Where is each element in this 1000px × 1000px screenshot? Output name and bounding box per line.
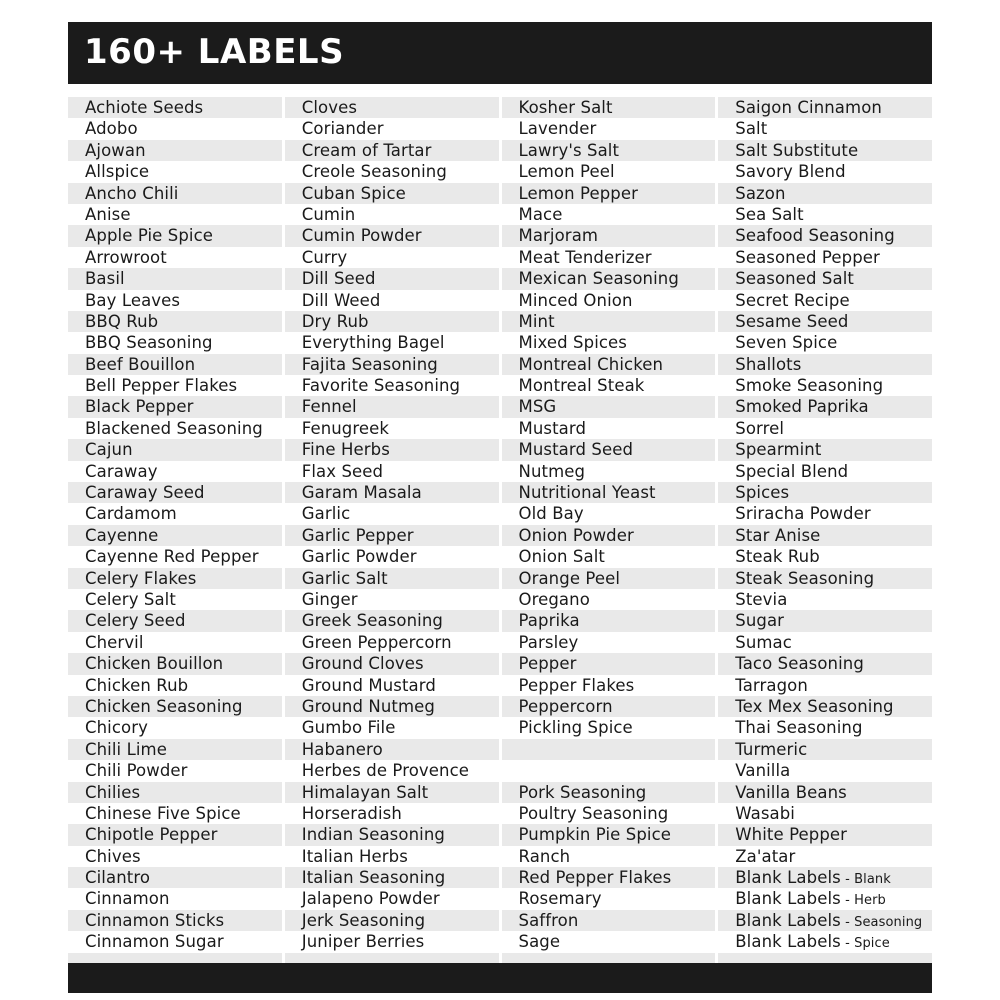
label-item: Pepper Flakes xyxy=(502,675,716,696)
label-item: Tex Mex Seasoning xyxy=(718,696,932,717)
label-item: Juniper Berries xyxy=(285,931,499,952)
label-item: Cajun xyxy=(68,439,282,460)
footer-bar xyxy=(68,963,932,993)
label-item: Celery Flakes xyxy=(68,568,282,589)
label-item: Seven Spice xyxy=(718,332,932,353)
label-item: Mint xyxy=(502,311,716,332)
label-item: Greek Seasoning xyxy=(285,610,499,631)
label-item: Cayenne Red Pepper xyxy=(68,546,282,567)
label-item: Favorite Seasoning xyxy=(285,375,499,396)
blank-label-main: Blank Labels xyxy=(735,932,841,952)
label-item: Dill Weed xyxy=(285,290,499,311)
blank-label-type: - Blank xyxy=(840,872,891,888)
label-item: Cloves xyxy=(285,97,499,118)
label-item: Fine Herbs xyxy=(285,439,499,460)
blank-label-type: - Seasoning xyxy=(840,914,923,930)
label-item: Thai Seasoning xyxy=(718,717,932,738)
label-item: Salt Substitute xyxy=(718,140,932,161)
header-bar xyxy=(68,22,932,84)
label-item: Fenugreek xyxy=(285,418,499,439)
label-item: Cuban Spice xyxy=(285,183,499,204)
label-item: Montreal Chicken xyxy=(502,354,716,375)
label-item: Black Pepper xyxy=(68,396,282,417)
label-item: Beef Bouillon xyxy=(68,354,282,375)
label-item: Za'atar xyxy=(718,846,932,867)
blank-label-type: - Spice xyxy=(840,936,890,952)
label-item: Cinnamon Sticks xyxy=(68,910,282,931)
label-item: Garlic xyxy=(285,503,499,524)
label-item: Dill Seed xyxy=(285,268,499,289)
label-item: Mace xyxy=(502,204,716,225)
label-item: Red Pepper Flakes xyxy=(502,867,716,888)
label-item: Kosher Salt xyxy=(502,97,716,118)
label-item: Sumac xyxy=(718,632,932,653)
label-item: MSG xyxy=(502,396,716,417)
label-item: Arrowroot xyxy=(68,247,282,268)
blank-label-item xyxy=(718,867,932,888)
label-item: Celery Seed xyxy=(68,610,282,631)
label-column-2 xyxy=(285,97,499,963)
column-filler xyxy=(285,953,499,963)
label-item: Basil xyxy=(68,268,282,289)
label-item: Tarragon xyxy=(718,675,932,696)
label-item: Taco Seasoning xyxy=(718,653,932,674)
label-item: Chili Powder xyxy=(68,760,282,781)
label-item: Jerk Seasoning xyxy=(285,910,499,931)
label-item: Poultry Seasoning xyxy=(502,803,716,824)
label-item: Peppercorn xyxy=(502,696,716,717)
label-item: Nutritional Yeast xyxy=(502,482,716,503)
label-item: Italian Herbs xyxy=(285,846,499,867)
label-item: Spearmint xyxy=(718,439,932,460)
blank-label-item xyxy=(718,888,932,909)
label-item: Chicken Bouillon xyxy=(68,653,282,674)
label-item: Caraway Seed xyxy=(68,482,282,503)
label-item: Dry Rub xyxy=(285,311,499,332)
label-item: Pickling Spice xyxy=(502,717,716,738)
label-item: Chicory xyxy=(68,717,282,738)
label-item: Lemon Pepper xyxy=(502,183,716,204)
label-item: Chives xyxy=(68,846,282,867)
label-item: Adobo xyxy=(68,118,282,139)
label-item: Sriracha Powder xyxy=(718,503,932,524)
label-item: Cumin Powder xyxy=(285,225,499,246)
label-item: Green Peppercorn xyxy=(285,632,499,653)
label-item: Creole Seasoning xyxy=(285,161,499,182)
label-item: Allspice xyxy=(68,161,282,182)
label-item: Montreal Steak xyxy=(502,375,716,396)
label-item: Chervil xyxy=(68,632,282,653)
label-item: Seafood Seasoning xyxy=(718,225,932,246)
label-item: Anise xyxy=(68,204,282,225)
label-item: Fajita Seasoning xyxy=(285,354,499,375)
label-item: Flax Seed xyxy=(285,461,499,482)
label-item: Cinnamon xyxy=(68,888,282,909)
label-item: Ajowan xyxy=(68,140,282,161)
label-item: Chipotle Pepper xyxy=(68,824,282,845)
label-item: Savory Blend xyxy=(718,161,932,182)
blank-label-main: Blank Labels xyxy=(735,868,841,888)
label-item: Coriander xyxy=(285,118,499,139)
label-item: Chinese Five Spice xyxy=(68,803,282,824)
label-item: BBQ Seasoning xyxy=(68,332,282,353)
label-item: Meat Tenderizer xyxy=(502,247,716,268)
label-column-4 xyxy=(718,97,932,963)
label-column-3 xyxy=(502,97,716,963)
label-item: Pumpkin Pie Spice xyxy=(502,824,716,845)
label-item: Cilantro xyxy=(68,867,282,888)
label-item: Smoke Seasoning xyxy=(718,375,932,396)
label-item: Achiote Seeds xyxy=(68,97,282,118)
label-item: Bay Leaves xyxy=(68,290,282,311)
label-item: Ground Mustard xyxy=(285,675,499,696)
label-item: Lawry's Salt xyxy=(502,140,716,161)
label-item: Horseradish xyxy=(285,803,499,824)
label-item: Chicken Rub xyxy=(68,675,282,696)
label-item: Nutmeg xyxy=(502,461,716,482)
column-filler xyxy=(718,953,932,963)
label-item: Cayenne xyxy=(68,525,282,546)
page-title: 160+ LABELS xyxy=(84,32,345,72)
label-item: Bell Pepper Flakes xyxy=(68,375,282,396)
label-item: Seasoned Salt xyxy=(718,268,932,289)
label-item: Seasoned Pepper xyxy=(718,247,932,268)
label-item: Salt xyxy=(718,118,932,139)
label-item: Secret Recipe xyxy=(718,290,932,311)
label-item: Sorrel xyxy=(718,418,932,439)
label-item: Garlic Pepper xyxy=(285,525,499,546)
label-item xyxy=(502,739,716,760)
label-item: Ranch xyxy=(502,846,716,867)
label-item: Parsley xyxy=(502,632,716,653)
label-item: Steak Rub xyxy=(718,546,932,567)
label-item: Sesame Seed xyxy=(718,311,932,332)
label-item: Mustard Seed xyxy=(502,439,716,460)
label-item xyxy=(502,760,716,781)
label-item: Chilies xyxy=(68,782,282,803)
label-item: Mustard xyxy=(502,418,716,439)
blank-label-item xyxy=(718,910,932,931)
label-item: Himalayan Salt xyxy=(285,782,499,803)
label-item: Cardamom xyxy=(68,503,282,524)
label-item: Sazon xyxy=(718,183,932,204)
label-item: Sea Salt xyxy=(718,204,932,225)
label-item: Cream of Tartar xyxy=(285,140,499,161)
label-item: Ginger xyxy=(285,589,499,610)
label-item: Ancho Chili xyxy=(68,183,282,204)
label-item: Celery Salt xyxy=(68,589,282,610)
label-column-1 xyxy=(68,97,282,963)
label-item: Ground Nutmeg xyxy=(285,696,499,717)
label-item: Saigon Cinnamon xyxy=(718,97,932,118)
label-item: Caraway xyxy=(68,461,282,482)
label-item: Lavender xyxy=(502,118,716,139)
label-item: Paprika xyxy=(502,610,716,631)
label-item: Sugar xyxy=(718,610,932,631)
column-filler xyxy=(502,953,716,963)
label-item: Star Anise xyxy=(718,525,932,546)
label-item: Mexican Seasoning xyxy=(502,268,716,289)
label-item: Old Bay xyxy=(502,503,716,524)
label-item: Stevia xyxy=(718,589,932,610)
label-item: Garam Masala xyxy=(285,482,499,503)
label-item: Onion Salt xyxy=(502,546,716,567)
label-item: Indian Seasoning xyxy=(285,824,499,845)
label-grid xyxy=(68,97,932,963)
blank-label-main: Blank Labels xyxy=(735,889,841,909)
label-item: Smoked Paprika xyxy=(718,396,932,417)
label-item: Vanilla Beans xyxy=(718,782,932,803)
label-item: Cumin xyxy=(285,204,499,225)
label-item: Sage xyxy=(502,931,716,952)
label-item: Oregano xyxy=(502,589,716,610)
label-item: Fennel xyxy=(285,396,499,417)
label-item: Shallots xyxy=(718,354,932,375)
label-item: Garlic Powder xyxy=(285,546,499,567)
label-item: Italian Seasoning xyxy=(285,867,499,888)
column-filler xyxy=(68,953,282,963)
label-item: Wasabi xyxy=(718,803,932,824)
label-item: Pepper xyxy=(502,653,716,674)
label-item: Everything Bagel xyxy=(285,332,499,353)
label-item: Lemon Peel xyxy=(502,161,716,182)
label-item: Curry xyxy=(285,247,499,268)
label-item: White Pepper xyxy=(718,824,932,845)
label-item: Blackened Seasoning xyxy=(68,418,282,439)
blank-label-item xyxy=(718,931,932,952)
label-item: Herbes de Provence xyxy=(285,760,499,781)
blank-label-main: Blank Labels xyxy=(735,910,841,930)
label-item: Mixed Spices xyxy=(502,332,716,353)
label-item: Onion Powder xyxy=(502,525,716,546)
label-item: Saffron xyxy=(502,910,716,931)
label-item: Cinnamon Sugar xyxy=(68,931,282,952)
label-item: Ground Cloves xyxy=(285,653,499,674)
label-item: Rosemary xyxy=(502,888,716,909)
label-item: Pork Seasoning xyxy=(502,782,716,803)
label-item: Jalapeno Powder xyxy=(285,888,499,909)
label-item: Chicken Seasoning xyxy=(68,696,282,717)
label-item: Apple Pie Spice xyxy=(68,225,282,246)
label-item: Chili Lime xyxy=(68,739,282,760)
label-item: Garlic Salt xyxy=(285,568,499,589)
label-item: Habanero xyxy=(285,739,499,760)
label-item: Orange Peel xyxy=(502,568,716,589)
label-item: Gumbo File xyxy=(285,717,499,738)
label-item: Steak Seasoning xyxy=(718,568,932,589)
label-item: BBQ Rub xyxy=(68,311,282,332)
label-item: Marjoram xyxy=(502,225,716,246)
label-item: Minced Onion xyxy=(502,290,716,311)
label-item: Special Blend xyxy=(718,461,932,482)
blank-label-type: - Herb xyxy=(840,893,886,909)
label-item: Spices xyxy=(718,482,932,503)
label-item: Turmeric xyxy=(718,739,932,760)
label-item: Vanilla xyxy=(718,760,932,781)
